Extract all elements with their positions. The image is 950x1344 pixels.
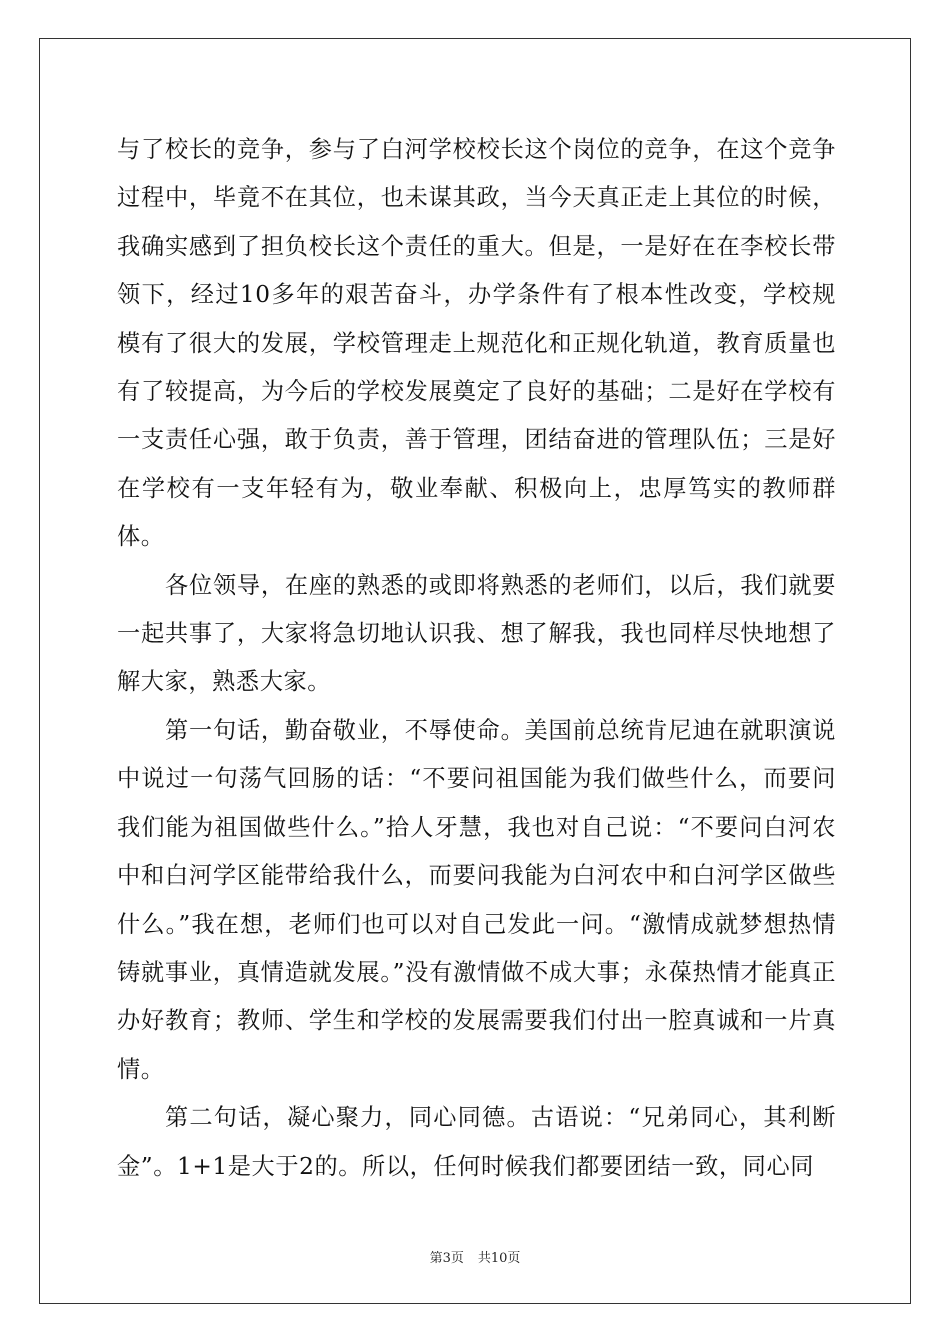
- page-total: 共10页: [477, 1251, 521, 1266]
- paragraph-3: 第一句话，勤奋敬业，不辱使命。美国前总统肯尼迪在就职演说中说过一句荡气回肠的话：“不要问祖国能为我们做些什么，而要问我们能为祖国做些什么。”拾人牙慧，我也对自己说：“不要问白河农中和白河学区能带给我什么，而要问我能为白河农中和白河学区做些什么。”我在想，老师们也可以对自己发此一问。“激情成就梦想热情铸就事业，真情造就发展。”没有激情做不成大事；永葆热情才能真正办好教育；教师、学生和学校的发展需要我们付出一腔真诚和一片真情。: [117, 716, 836, 1083]
- paragraph-4: 第二句话，凝心聚力，同心同德。古语说：“兄弟同心，其利断金”。1+1是大于2的。所以，任何时候我们都要团结一致，同心同: [117, 1104, 836, 1180]
- page-footer: [0, 1247, 950, 1266]
- document-body: [117, 126, 836, 1191]
- page-number: 第3页: [429, 1251, 464, 1266]
- paragraph-2: 各位领导，在座的熟悉的或即将熟悉的老师们，以后，我们就要一起共事了，大家将急切地认识我、想了解我，我也同样尽快地想了解大家，熟悉大家。: [117, 571, 836, 696]
- paragraph-1: 与了校长的竞争，参与了白河学校校长这个岗位的竞争，在这个竞争过程中，毕竟不在其位，也未谋其政，当今天真正走上其位的时候，我确实感到了担负校长这个责任的重大。但是，一是好在在李校长带领下，经过10多年的艰苦奋斗，办学条件有了根本性改变，学校规模有了很大的发展，学校管理走上规范化和正规化轨道，教育质量也有了较提高，为今后的学校发展奠定了良好的基础；二是好在学校有一支责任心强，敢于负责，善于管理，团结奋进的管理队伍；三是好在学校有一支年轻有为，敬业奉献、积极向上，忠厚笃实的教师群体。: [117, 136, 836, 551]
